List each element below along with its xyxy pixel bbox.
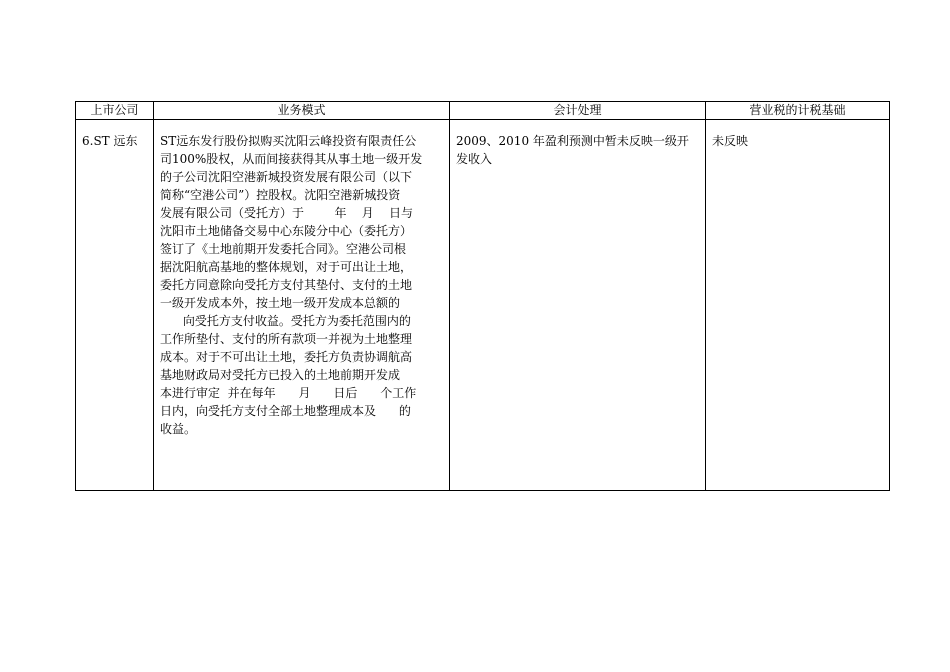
column-divider	[705, 102, 706, 490]
business-model-line: 收益。	[160, 422, 197, 436]
column-divider	[153, 102, 154, 490]
business-model-line: 的子公司沈阳空港新城投资发展有限公司（以下	[160, 170, 413, 184]
cell-business-model	[160, 132, 448, 438]
business-model-line: 沈阳市土地储备交易中心东陵分中心（委托方）	[160, 224, 413, 238]
business-model-line: 签订了《土地前期开发委托合同》。空港公司根	[160, 242, 407, 256]
business-model-line: 成本。对于不可出让土地，委托方负责协调航高	[160, 350, 413, 364]
business-model-line: 发展有限公司（受托方）于 年 月 日与	[160, 206, 414, 220]
business-model-line: 委托方同意除向受托方支付其垫付、支付的土地	[160, 278, 413, 292]
cell-company: 6.ST 远东	[82, 134, 138, 148]
header-accounting-treatment: 会计处理	[553, 103, 602, 117]
business-model-line: 基地财政局对受托方已投入的土地前期开发成	[160, 368, 401, 382]
accounting-line: 2009、2010 年盈利预测中暂未反映一级开	[456, 134, 689, 148]
business-model-line: 日内，向受托方支付全部土地整理成本及 的	[160, 404, 411, 418]
column-divider	[449, 102, 450, 490]
business-table	[75, 101, 890, 491]
business-model-line: 本进行审定 并在每年 月 日后 个工作	[160, 386, 417, 400]
business-model-line: 工作所垫付、支付的所有款项一并视为土地整理	[160, 332, 413, 346]
business-model-line: ST远东发行股份拟购买沈阳云峰投资有限责任公	[160, 134, 417, 148]
header-listed-company: 上市公司	[90, 103, 139, 117]
cell-tax-basis: 未反映	[712, 134, 749, 148]
business-model-line: 一级开发成本外，按土地一级开发成本总额的	[160, 296, 401, 310]
business-model-line: 司100%股权，从而间接获得其从事土地一级开发	[160, 152, 423, 166]
business-model-line: 据沈阳航高基地的整体规划，对于可出让土地，	[160, 260, 413, 274]
header-tax-basis: 营业税的计税基础	[749, 103, 846, 117]
header-business-model: 业务模式	[277, 103, 326, 117]
business-model-line: 简称“空港公司”）控股权。沈阳空港新城投资	[160, 188, 401, 202]
cell-accounting-treatment	[456, 132, 702, 168]
business-model-line: 向受托方支付收益。受托方为委托范围内的	[160, 314, 411, 328]
accounting-line: 发收入	[456, 152, 493, 166]
